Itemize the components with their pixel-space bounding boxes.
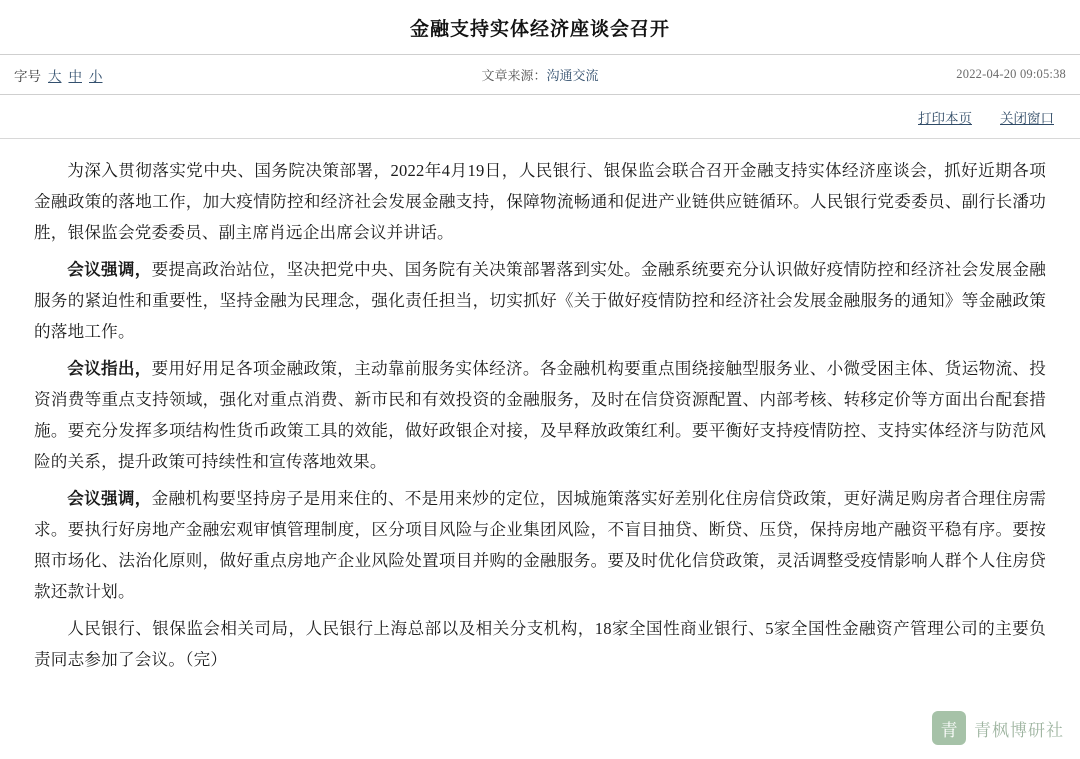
meta-bar — [0, 55, 1080, 95]
paragraph — [34, 254, 1046, 347]
paragraph-text: 金融机构要坚持房子是用来住的、不是用来炒的定位，因城施策落实好差别化住房信贷政策，更好满足购房者合理住房需求。要执行好房地产金融宏观审慎管理制度，区分项目风险与企业集团风险，不盲目抽贷、断贷、压贷，保持房地产融资平稳有序。要按照市场化、法治化原则，做好重点房地产企业风险处置项目并购的金融服务。要及时优化信贷政策，灵活调整受疫情影响人群个人住房贷款还款计划。 — [34, 489, 1046, 601]
font-size-large-button[interactable]: 大 — [48, 68, 62, 84]
font-size-label: 字号 — [14, 68, 41, 84]
paragraph-lead: 会议指出， — [67, 359, 152, 378]
publish-timestamp: 2022-04-20 09:05:38 — [956, 67, 1066, 81]
watermark — [932, 711, 1064, 745]
paragraph — [34, 353, 1046, 477]
paragraph-text: 要用好用足各项金融政策，主动靠前服务实体经济。各金融机构要重点围绕接触型服务业、小微受困主体、货运物流、投资消费等重点支持领域，强化对重点消费、新市民和有效投资的金融服务，及时在信贷资源配置、内部考核、转移定价等方面出台配套措施。要充分发挥多项结构性货币政策工具的效能，做好政银企对接，及早释放政策红利。要平衡好支持疫情防控、支持实体经济与防范风险的关系，提升政策可持续性和宣传落地效果。 — [34, 359, 1046, 471]
article-body — [0, 139, 1080, 675]
paragraph-lead: 会议强调， — [67, 260, 152, 279]
paragraph — [34, 155, 1046, 248]
watermark-logo-icon: 青 — [932, 711, 966, 745]
title-bar — [0, 0, 1080, 55]
article-source-label: 文章来源： — [481, 68, 547, 83]
actions-bar — [0, 95, 1080, 139]
article-source — [0, 65, 1080, 84]
paragraph-text: 人民银行、银保监会相关司局，人民银行上海总部以及相关分支机构，18家全国性商业银行、5家全国性金融资产管理公司的主要负责同志参加了会议。（完） — [34, 619, 1046, 669]
watermark-text: 青枫博研社 — [974, 720, 1064, 740]
close-window-link[interactable]: 关闭窗口 — [1000, 110, 1054, 126]
paragraph-text: 为深入贯彻落实党中央、国务院决策部署，2022年4月19日，人民银行、银保监会联合召开金融支持实体经济座谈会，抓好近期各项金融政策的落地工作，加大疫情防控和经济社会发展金融支持，保障物流畅通和促进产业链供应链循环。人民银行党委委员、副行长潘功胜，银保监会党委委员、副主席肖远企出席会议并讲话。 — [34, 161, 1046, 242]
article-source-link[interactable]: 沟通交流 — [546, 68, 599, 83]
font-size-controls — [14, 65, 103, 85]
paragraph — [34, 483, 1046, 607]
font-size-medium-button[interactable]: 中 — [68, 68, 82, 84]
paragraph-lead: 会议强调， — [67, 489, 152, 508]
print-page-link[interactable]: 打印本页 — [918, 110, 972, 126]
font-size-small-button[interactable]: 小 — [89, 68, 103, 84]
paragraph-text: 要提高政治站位，坚决把党中央、国务院有关决策部署落到实处。金融系统要充分认识做好疫情防控和经济社会发展金融服务的紧迫性和重要性，坚持金融为民理念，强化责任担当，切实抓好《关于做好疫情防控和经济社会发展金融服务的通知》等金融政策的落地工作。 — [34, 260, 1046, 341]
page-title: 金融支持实体经济座谈会召开 — [409, 18, 670, 40]
paragraph — [34, 613, 1046, 675]
